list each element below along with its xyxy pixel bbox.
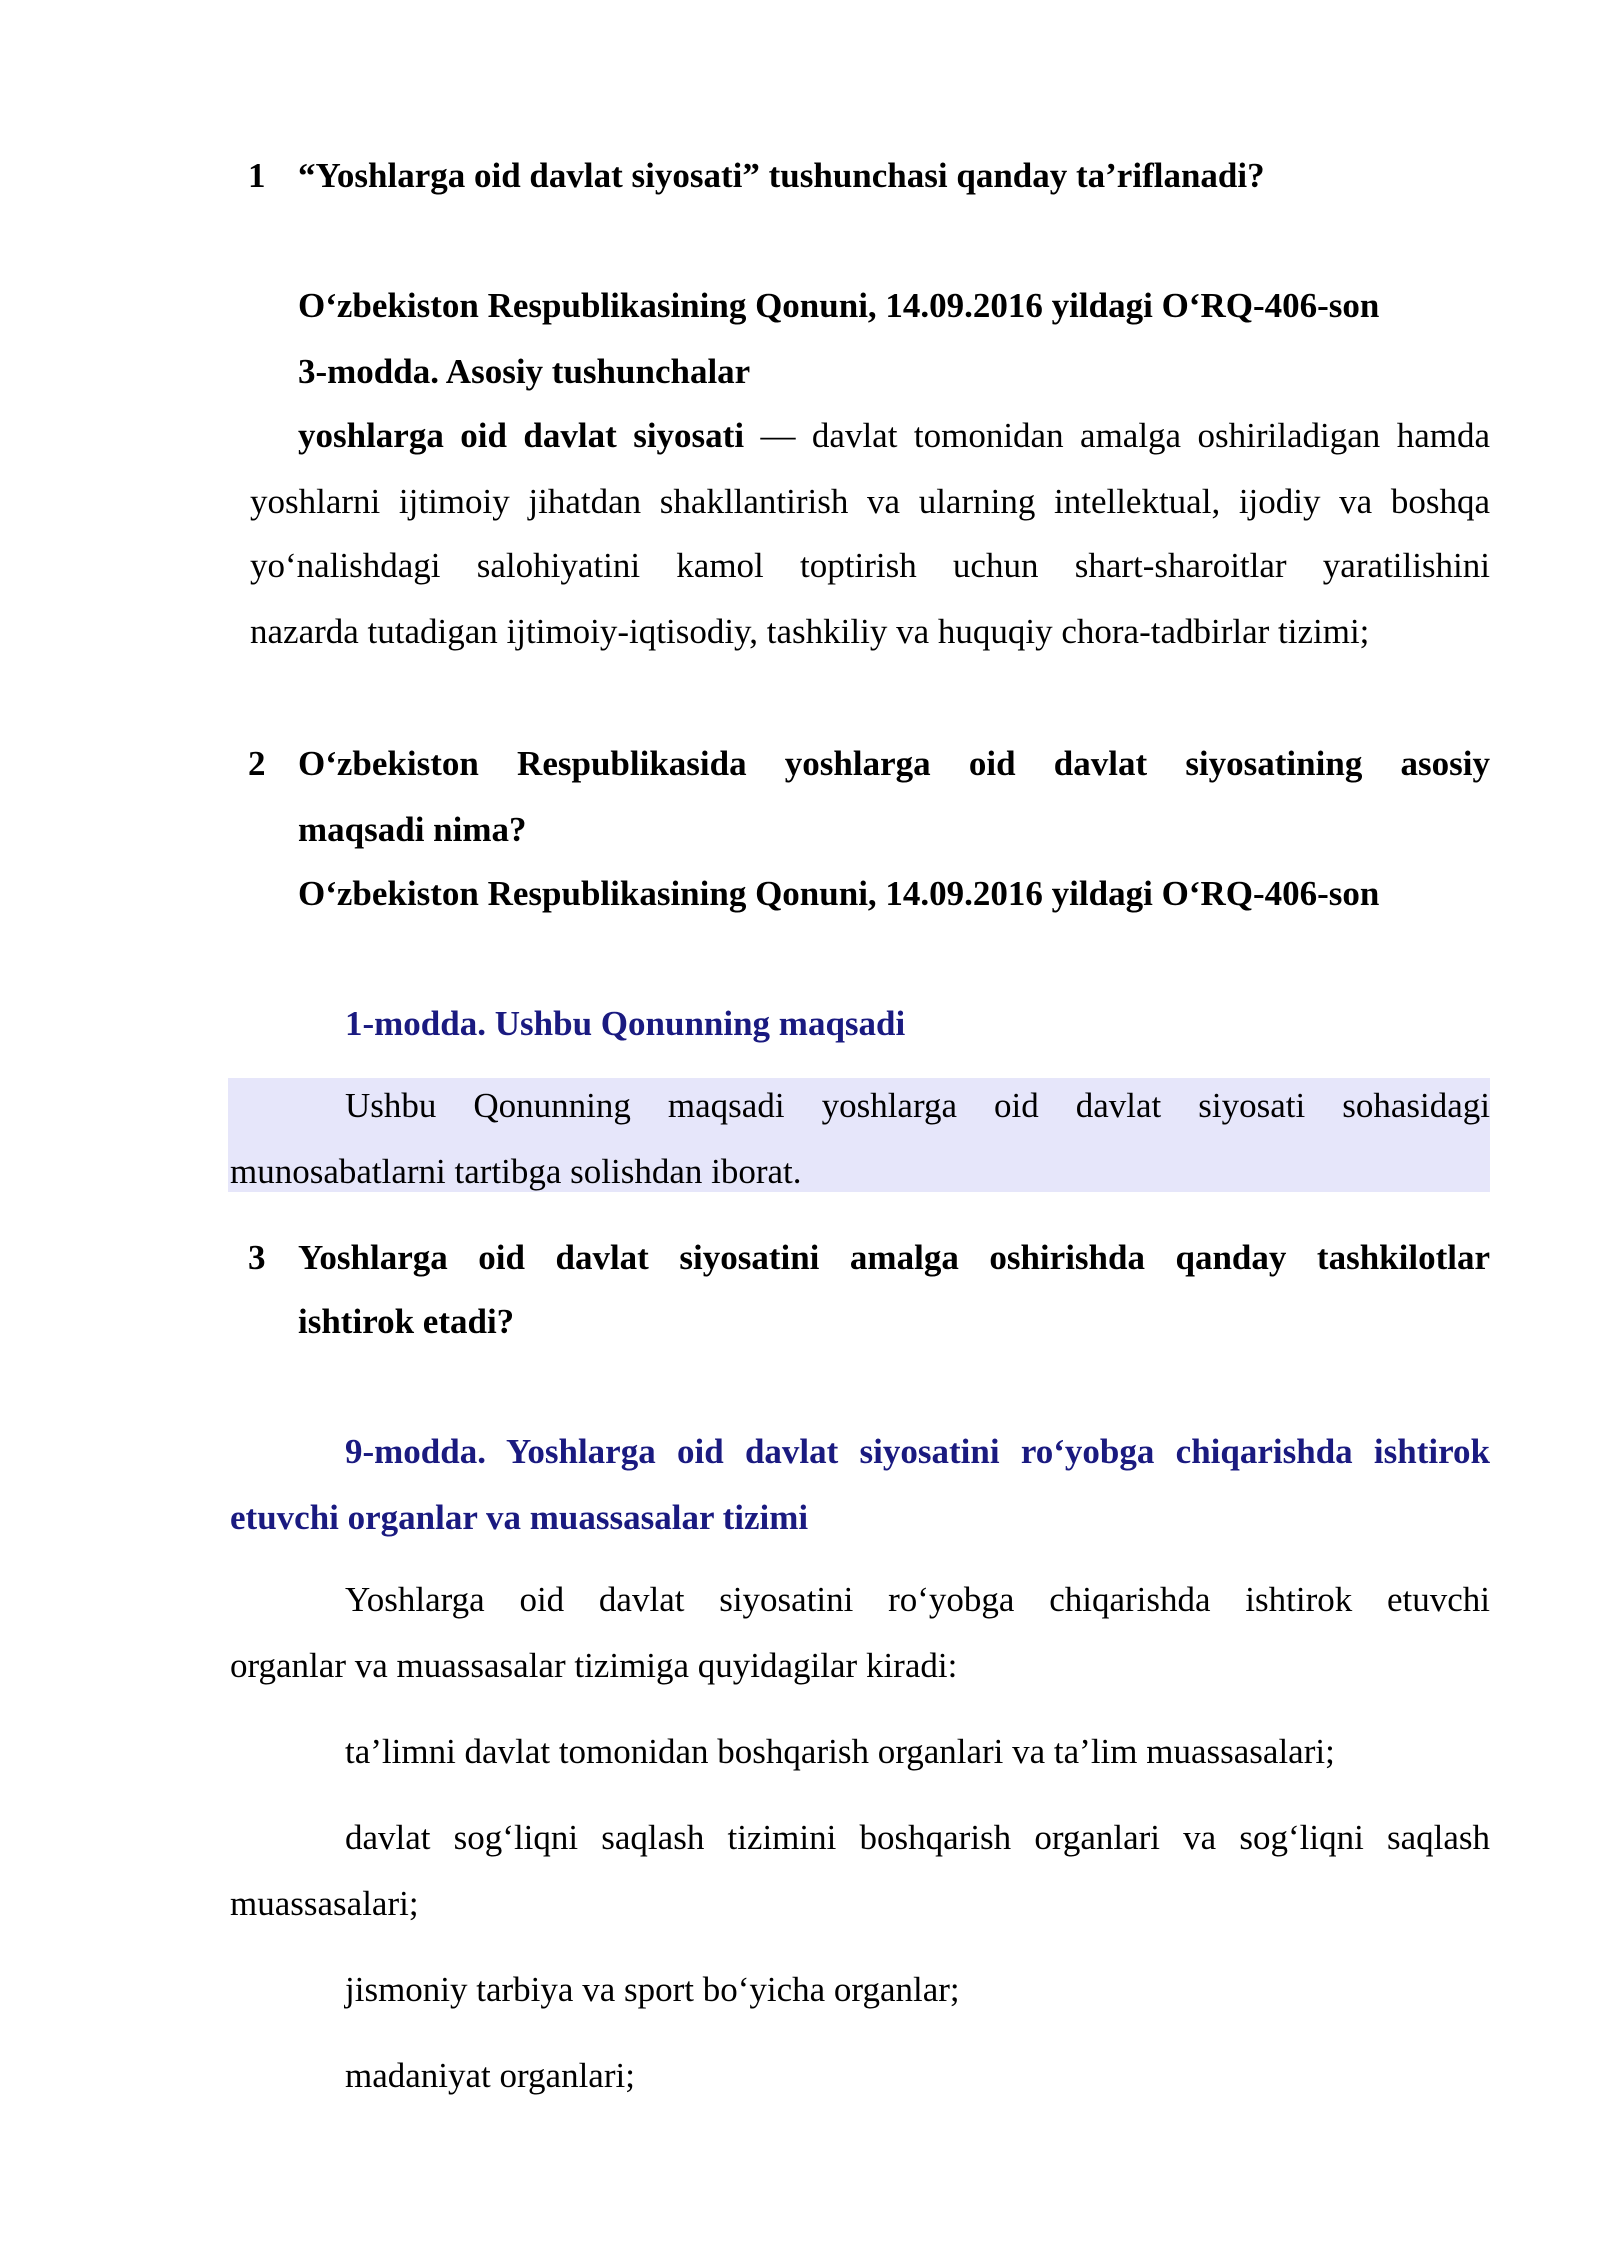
q1-defined-term: yoshlarga oid davlat siyosati	[298, 416, 745, 455]
q3-list-item: davlat sog‘liqni saqlash tizimini boshqarish organlari va sog‘liqni saqlash	[345, 1818, 1490, 1857]
q1-definition-first-line	[298, 414, 1490, 458]
q1-law-source: O‘zbekiston Respublikasining Qonuni, 14.09.2016 yildagi O‘RQ-406-son	[298, 286, 1380, 325]
question-3-text-line-1: Yoshlarga oid davlat siyosatini amalga oshirishda qanday tashkilotlar	[298, 1238, 1490, 1277]
question-number-2: 2	[248, 744, 266, 783]
question-2-text-line-1: O‘zbekiston Respublikasida yoshlarga oid davlat siyosatining asosiy	[298, 744, 1490, 783]
question-1-text: “Yoshlarga oid davlat siyosati” tushunchasi qanday ta’riflanadi?	[298, 156, 1265, 195]
q2-law-source: O‘zbekiston Respublikasining Qonuni, 14.09.2016 yildagi O‘RQ-406-son	[298, 874, 1380, 913]
question-number-3: 3	[248, 1238, 266, 1277]
q3-list-item: madaniyat organlari;	[345, 2056, 635, 2095]
q1-definition-start: — davlat tomonidan amalga oshiriladigan hamda	[744, 416, 1490, 455]
q1-definition-line-3: yo‘nalishdagi salohiyatini kamol toptirish uchun shart-sharoitlar yaratilishini	[250, 546, 1490, 585]
q2-article-heading: 1-modda. Ushbu Qonunning maqsadi	[345, 1004, 906, 1043]
q3-list-item-continuation: muassasalari;	[230, 1884, 419, 1923]
question-number-1: 1	[248, 156, 266, 195]
q2-article-body-line-1: Ushbu Qonunning maqsadi yoshlarga oid davlat siyosati sohasidagi	[345, 1086, 1490, 1125]
q3-intro-line-1: Yoshlarga oid davlat siyosatini ro‘yobga chiqarishda ishtirok etuvchi	[345, 1580, 1490, 1619]
q1-definition-line-2: yoshlarni ijtimoiy jihatdan shakllantirish va ularning intellektual, ijodiy va boshqa	[250, 482, 1490, 521]
q3-list-item: ta’limni davlat tomonidan boshqarish organlari va ta’lim muassasalari;	[345, 1732, 1335, 1771]
q3-intro-line-2: organlar va muassasalar tizimiga quyidagilar kiradi:	[230, 1646, 958, 1685]
question-2-text-line-2: maqsadi nima?	[298, 810, 527, 849]
q3-list-item: jismoniy tarbiya va sport bo‘yicha organlar;	[345, 1970, 960, 2009]
question-3-text-line-2: ishtirok etadi?	[298, 1302, 515, 1341]
q3-article-heading-line-2: etuvchi organlar va muassasalar tizimi	[230, 1498, 809, 1537]
q1-article-heading: 3-modda. Asosiy tushunchalar	[298, 352, 751, 391]
q2-article-body-line-2: munosabatlarni tartibga solishdan iborat.	[230, 1152, 802, 1191]
q1-definition-line-4: nazarda tutadigan ijtimoiy-iqtisodiy, tashkiliy va huquqiy chora-tadbirlar tizimi;	[250, 612, 1370, 651]
q3-article-heading-line-1: 9-modda. Yoshlarga oid davlat siyosatini ro‘yobga chiqarishda ishtirok	[345, 1432, 1490, 1471]
